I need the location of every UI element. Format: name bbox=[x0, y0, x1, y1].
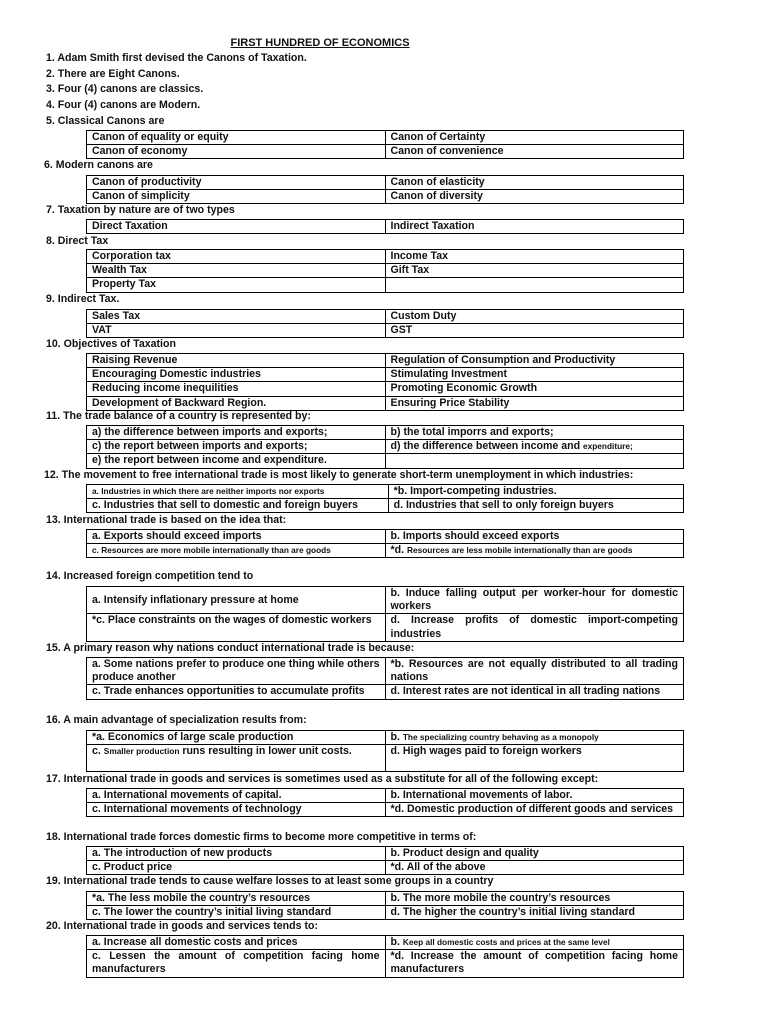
table-cell: Canon of diversity bbox=[385, 190, 684, 204]
table-cell: a. Some nations prefer to produce one thing while others produce another bbox=[87, 658, 386, 685]
table-cell: Indirect Taxation bbox=[385, 220, 684, 234]
table-row bbox=[87, 803, 684, 817]
table-row bbox=[87, 176, 684, 190]
answer-table bbox=[86, 935, 684, 978]
question-line: 9. Indirect Tax. bbox=[46, 293, 120, 305]
question-line: 13. International trade is based on the idea that: bbox=[46, 514, 287, 526]
table-cell bbox=[385, 454, 684, 468]
table-row bbox=[87, 250, 684, 264]
table-cell: Raising Revenue bbox=[87, 354, 386, 368]
table-cell: Corporation tax bbox=[87, 250, 386, 264]
question-line: 16. A main advantage of specialization results from: bbox=[46, 714, 307, 726]
table-row bbox=[87, 731, 684, 745]
table-row bbox=[87, 190, 684, 204]
table-row bbox=[87, 278, 684, 292]
table-cell: c. International movements of technology bbox=[87, 803, 386, 817]
table-row bbox=[87, 220, 684, 234]
table-cell: *d. Increase the amount of competition facing home manufacturers bbox=[385, 950, 684, 977]
table-row bbox=[87, 847, 684, 861]
table-cell: d. The higher the country’s initial living standard bbox=[385, 906, 684, 920]
table-cell: Custom Duty bbox=[385, 310, 684, 324]
question-line: 3. Four (4) canons are classics. bbox=[46, 83, 204, 95]
table-cell: b. Product design and quality bbox=[385, 847, 684, 861]
table-row bbox=[87, 131, 684, 145]
table-row bbox=[87, 906, 684, 920]
table-cell: Direct Taxation bbox=[87, 220, 386, 234]
table-row bbox=[87, 587, 684, 614]
table-cell: b. The specializing country behaving as a monopoly bbox=[385, 731, 684, 745]
table-cell: a. Intensify inflationary pressure at home bbox=[87, 587, 386, 614]
table-cell: *b. Resources are not equally distributed to all trading nations bbox=[385, 658, 684, 685]
table-cell: d. Increase profits of domestic import-competing industries bbox=[385, 614, 684, 641]
table-cell: b. Imports should exceed exports bbox=[385, 530, 684, 544]
table-cell: a. Increase all domestic costs and prices bbox=[87, 936, 386, 950]
page-title: FIRST HUNDRED OF ECONOMICS bbox=[230, 37, 410, 49]
table-cell: GST bbox=[385, 324, 684, 338]
answer-table bbox=[86, 309, 684, 338]
table-row bbox=[87, 354, 684, 368]
table-cell: *d. All of the above bbox=[385, 861, 684, 875]
table-cell: Canon of equality or equity bbox=[87, 131, 386, 145]
question-line: 4. Four (4) canons are Modern. bbox=[46, 99, 201, 111]
table-row bbox=[87, 324, 684, 338]
answer-table bbox=[86, 130, 684, 159]
question-line: 14. Increased foreign competition tend to bbox=[46, 570, 254, 582]
table-cell: *a. Economics of large scale production bbox=[87, 731, 386, 745]
table-row bbox=[87, 426, 684, 440]
question-line: 1. Adam Smith first devised the Canons of Taxation. bbox=[46, 52, 307, 64]
table-row bbox=[87, 658, 684, 685]
table-row bbox=[87, 685, 684, 699]
answer-table bbox=[86, 219, 684, 234]
question-line: 17. International trade in goods and services is sometimes used as a substitute for all of the following except: bbox=[46, 773, 599, 785]
table-cell: c. Product price bbox=[87, 861, 386, 875]
question-line: 2. There are Eight Canons. bbox=[46, 68, 180, 80]
table-cell: b. The more mobile the country’s resources bbox=[385, 892, 684, 906]
table-cell: c. Trade enhances opportunities to accumulate profits bbox=[87, 685, 386, 699]
table-cell: c. Industries that sell to domestic and foreign buyers bbox=[87, 499, 389, 513]
table-cell: Canon of economy bbox=[87, 145, 386, 159]
table-cell: b. Induce falling output per worker-hour for domestic workers bbox=[385, 587, 684, 614]
answer-table bbox=[86, 657, 684, 700]
table-row bbox=[87, 310, 684, 324]
answer-table bbox=[86, 846, 684, 875]
answer-table bbox=[86, 730, 684, 772]
table-cell: Canon of Certainty bbox=[385, 131, 684, 145]
answer-table bbox=[86, 529, 684, 558]
table-cell: b) the total imporrs and exports; bbox=[385, 426, 684, 440]
question-line: 19. International trade tends to cause welfare losses to at least some groups in a country bbox=[46, 875, 494, 887]
table-cell: Canon of productivity bbox=[87, 176, 386, 190]
answer-table bbox=[86, 586, 684, 642]
table-cell bbox=[385, 278, 684, 292]
answer-table bbox=[86, 353, 684, 411]
table-row bbox=[87, 745, 684, 772]
table-cell: *a. The less mobile the country’s resources bbox=[87, 892, 386, 906]
table-cell: d) the difference between income and expenditure; bbox=[385, 440, 684, 454]
table-cell: d. Interest rates are not identical in all trading nations bbox=[385, 685, 684, 699]
table-cell: Property Tax bbox=[87, 278, 386, 292]
table-cell: Encouraging Domestic industries bbox=[87, 368, 386, 382]
question-line: 7. Taxation by nature are of two types bbox=[46, 204, 235, 216]
table-cell: Stimulating Investment bbox=[385, 368, 684, 382]
answer-table bbox=[86, 788, 684, 817]
table-cell: *b. Import-competing industries. bbox=[388, 485, 683, 499]
table-cell: a. Industries in which there are neither imports nor exports bbox=[87, 485, 389, 499]
table-row bbox=[87, 544, 684, 558]
table-cell: Gift Tax bbox=[385, 264, 684, 278]
table-cell: c) the report between imports and exports; bbox=[87, 440, 386, 454]
table-cell: *c. Place constraints on the wages of domestic workers bbox=[87, 614, 386, 641]
table-row bbox=[87, 382, 684, 396]
table-cell: b. Keep all domestic costs and prices at the same level bbox=[385, 936, 684, 950]
table-cell: Canon of simplicity bbox=[87, 190, 386, 204]
table-row bbox=[87, 264, 684, 278]
table-row bbox=[87, 145, 684, 159]
question-line: 11. The trade balance of a country is represented by: bbox=[46, 410, 311, 422]
table-row bbox=[87, 950, 684, 977]
table-cell: Reducing income inequilities bbox=[87, 382, 386, 396]
table-cell: b. International movements of labor. bbox=[385, 789, 684, 803]
table-cell: Income Tax bbox=[385, 250, 684, 264]
question-line: 18. International trade forces domestic firms to become more competitive in terms of: bbox=[46, 831, 477, 843]
table-cell: a) the difference between imports and exports; bbox=[87, 426, 386, 440]
table-cell: a. The introduction of new products bbox=[87, 847, 386, 861]
table-row bbox=[87, 454, 684, 468]
table-cell: Development of Backward Region. bbox=[87, 396, 386, 410]
table-row bbox=[87, 614, 684, 641]
question-line: 6. Modern canons are bbox=[44, 159, 153, 171]
table-row bbox=[87, 440, 684, 454]
table-cell: c. Resources are more mobile internationally than are goods bbox=[87, 544, 386, 558]
table-cell: Sales Tax bbox=[87, 310, 386, 324]
question-line: 12. The movement to free international trade is most likely to generate short-term unemployment in which industries: bbox=[44, 469, 634, 481]
table-cell: Wealth Tax bbox=[87, 264, 386, 278]
table-cell: *d. Domestic production of different goods and services bbox=[385, 803, 684, 817]
table-cell: d. Industries that sell to only foreign buyers bbox=[388, 499, 683, 513]
table-cell: d. High wages paid to foreign workers bbox=[385, 745, 684, 772]
answer-table bbox=[86, 175, 684, 204]
table-row bbox=[87, 530, 684, 544]
table-row bbox=[87, 499, 684, 513]
answer-table bbox=[86, 891, 684, 920]
question-line: 8. Direct Tax bbox=[46, 235, 109, 247]
question-line: 20. International trade in goods and services tends to: bbox=[46, 920, 318, 932]
table-cell: Ensuring Price Stability bbox=[385, 396, 684, 410]
answer-table bbox=[86, 484, 684, 513]
table-cell: Canon of elasticity bbox=[385, 176, 684, 190]
table-row bbox=[87, 936, 684, 950]
table-row bbox=[87, 368, 684, 382]
table-cell: Regulation of Consumption and Productivity bbox=[385, 354, 684, 368]
table-row bbox=[87, 861, 684, 875]
table-row bbox=[87, 789, 684, 803]
table-cell: Canon of convenience bbox=[385, 145, 684, 159]
table-cell: c. The lower the country’s initial living standard bbox=[87, 906, 386, 920]
table-cell: c. Smaller production runs resulting in lower unit costs. bbox=[87, 745, 386, 772]
question-line: 10. Objectives of Taxation bbox=[46, 338, 176, 350]
question-line: 5. Classical Canons are bbox=[46, 115, 165, 127]
table-cell: VAT bbox=[87, 324, 386, 338]
table-cell: a. Exports should exceed imports bbox=[87, 530, 386, 544]
table-row bbox=[87, 892, 684, 906]
question-line: 15. A primary reason why nations conduct international trade is because: bbox=[46, 642, 415, 654]
answer-table bbox=[86, 425, 684, 469]
table-row bbox=[87, 485, 684, 499]
table-row bbox=[87, 396, 684, 410]
answer-table bbox=[86, 249, 684, 293]
table-cell: *d. Resources are less mobile internationally than are goods bbox=[385, 544, 684, 558]
table-cell: c. Lessen the amount of competition facing home manufacturers bbox=[87, 950, 386, 977]
table-cell: Promoting Economic Growth bbox=[385, 382, 684, 396]
table-cell: e) the report between income and expenditure. bbox=[87, 454, 386, 468]
table-cell: a. International movements of capital. bbox=[87, 789, 386, 803]
